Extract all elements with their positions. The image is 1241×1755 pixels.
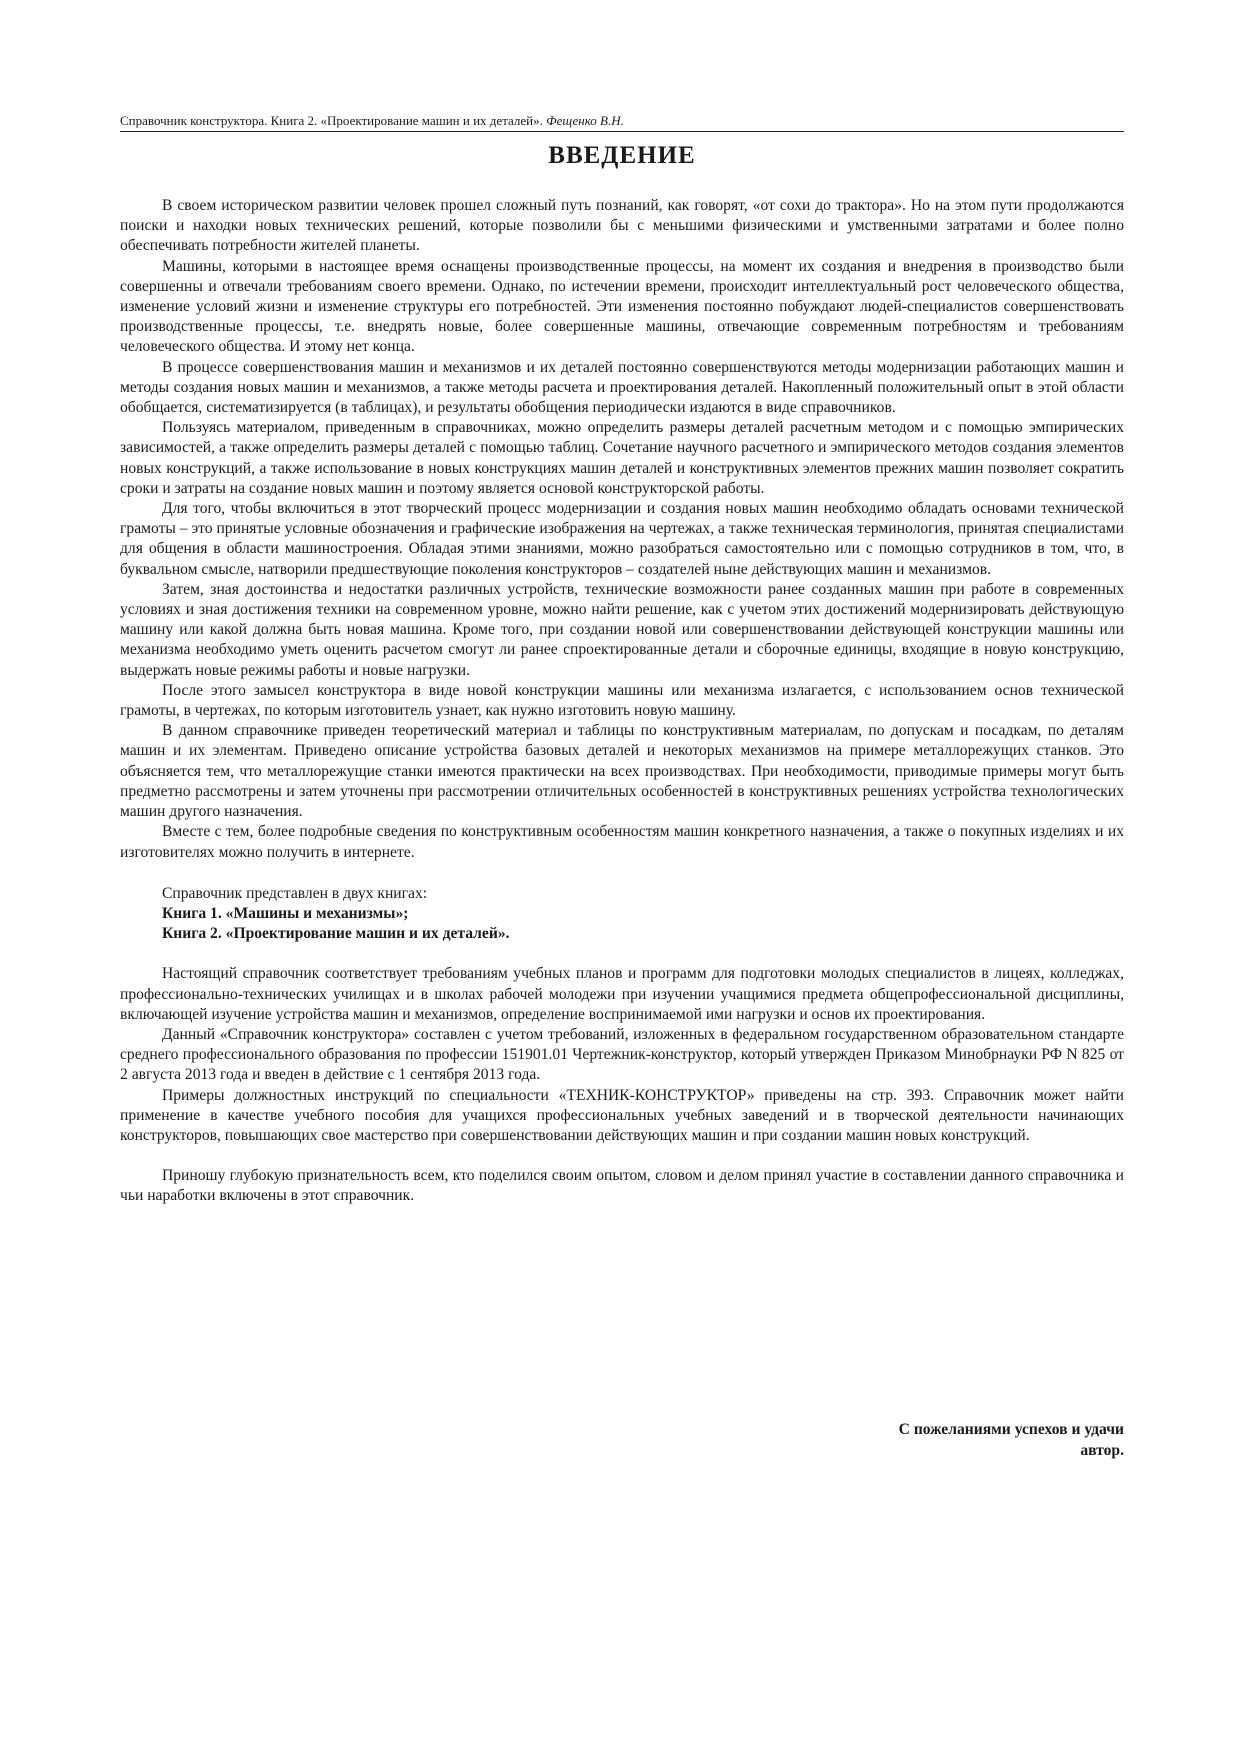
- paragraph: В своем историческом развитии человек прошел сложный путь познаний, как говорят, «от сохи до трактора». Но на этом пути продолжаются поиски и находки новых технических решений, которые позволили бы с меньшими физическими и умственными затратами и более полно обеспечивать потребности жителей планеты.: [120, 197, 1124, 255]
- paragraph: Для того, чтобы включиться в этот творческий процесс модернизации и создания новых машин необходимо обладать основами технической грамоты – это принятые условные обозначения и графические изображения на чертежах, а также техническая терминология, принятая специалистами для общения в области машиностроения. Обладая этими знаниями, можно разобраться самостоятельно или с помощью сотрудников в том, что, в буквальном смысле, натворили предшествующие поколения конструкторов – создателей ныне действующих машин и механизмов.: [120, 500, 1124, 578]
- signature-line-2: автор.: [1080, 1442, 1124, 1459]
- page-title: ВВЕДЕНИЕ: [548, 142, 696, 169]
- paragraph: После этого замысел конструктора в виде новой конструкции машины или механизма излагается, с использованием основ технической грамоты, в чертежах, по которым изготовитель узнает, как нужно изготовить новую машину.: [120, 681, 1124, 720]
- book-list: [120, 884, 1124, 945]
- book-2-title: Книга 2. «Проектирование машин и их деталей».: [162, 925, 510, 943]
- header-text: Справочник конструктора. Книга 2. «Проектирование машин и их деталей».: [120, 113, 547, 128]
- spacer: [120, 944, 1124, 964]
- paragraph: Вместе с тем, более подробные сведения по конструктивным особенностям машин конкретного назначения, а также о покупных изделиях и их изготовителях можно получить в интернете.: [120, 823, 1124, 861]
- book-1-title: Книга 1. «Машины и механизмы»;: [162, 904, 409, 922]
- header-author: Фещенко В.Н.: [546, 113, 624, 128]
- document-body: [120, 196, 1124, 1207]
- paragraph: В данном справочнике приведен теоретический материал и таблицы по конструктивным материалам, по допускам и посадкам, по деталям машин и их элементам. Приведено описание устройства базовых деталей и некоторых механизмов на примере металлорежущих станков. Это объясняется тем, что металлорежущие станки имеются практически на всех производствах. При необходимости, приводимые примеры могут быть предметно рассмотрены и затем уточнены при рассмотрении отличительных особенностей в конструктивных решениях устройства технологических машин другого назначения.: [120, 722, 1124, 821]
- running-header: [120, 112, 1124, 129]
- paragraph: Настоящий справочник соответствует требованиям учебных планов и программ для подготовки молодых специалистов в лицеях, колледжах, профессионально-технических училищах и в школах рабочей молодежи при изучении учащимися предмета общепрофессиональной дисциплины, включающей изучение устройства машин и механизмов, определение воспринимаемой ими нагрузки и основ их проектирования.: [120, 965, 1124, 1023]
- paragraph: Машины, которыми в настоящее время оснащены производственные процессы, на момент их создания и внедрения в производство были совершенны и отвечали требованиям своего времени. Однако, по истечении времени, происходит интеллектуальный рост человеческого общества, изменение условий жизни и изменение структуры его потребностей. Эти изменения постоянно побуждают людей-специалистов совершенствовать производственные процессы, т.е. внедрять новые, более совершенные машины, отвечающие современным потребностям и требованиям человеческого общества. И этому нет конца.: [120, 257, 1124, 356]
- paragraph: Пользуясь материалом, приведенным в справочниках, можно определить размеры деталей расчетным методом и с помощью эмпирических зависимостей, а также определить размеры деталей с помощью таблиц. Сочетание научного расчетного и эмпирического методов создания элементов новых конструкций, а также использование в новых конструкциях машин деталей и конструктивных элементов прежних машин позволяет сократить сроки и затраты на создание новых машин и поэтому является основой конструкторской работы.: [120, 419, 1124, 497]
- signature-line-1: С пожеланиями успехов и удачи: [898, 1421, 1124, 1438]
- paragraph: Примеры должностных инструкций по специальности «ТЕХНИК-КОНСТРУКТОР» приведены на стр. 393. Справочник может найти применение в качестве учебного пособия для учащихся профессиональных учебных заведений и в творческой деятельности начинающих конструкторов, повышающих свое мастерство при совершенствовании действующих машин и при создании машин новых конструкций.: [120, 1086, 1124, 1144]
- acknowledgment: Приношу глубокую признательность всем, кто поделился своим опытом, словом и делом принял участие в составлении данного справочника и чьи наработки включены в этот справочник.: [120, 1167, 1124, 1205]
- header-rule: [120, 131, 1124, 132]
- book-list-intro: Справочник представлен в двух книгах:: [162, 884, 428, 902]
- paragraph: Данный «Справочник конструктора» составлен с учетом требований, изложенных в федеральном государственном образовательном стандарте среднего профессионального образования по профессии 151901.01 Чертежник-конструктор, который утвержден Приказом Минобрнауки РФ N 825 от 2 августа 2013 года и введен в действие с 1 сентября 2013 года.: [120, 1025, 1124, 1084]
- signature: [724, 1419, 1124, 1461]
- paragraph: Затем, зная достоинства и недостатки различных устройств, технические возможности ранее созданных машин при работе в современных условиях и зная достижения техники на современном уровне, можно найти решение, как с учетом этих достижений модернизировать действующую машину или какой должна быть новая машина. Кроме того, при создании новой или совершенствовании действующей конструкции машины или механизма необходимо уметь оценить расчетом смогут ли ранее спроектированные детали и сборочные единицы, входящие в новую конструкцию, выдержать новые режимы работы и новые нагрузки.: [120, 580, 1124, 679]
- spacer: [120, 863, 1124, 884]
- spacer: [120, 1146, 1124, 1166]
- paragraph: В процессе совершенствования машин и механизмов и их деталей постоянно совершенствуются методы модернизации работающих машин и методы создания новых машин и механизмов, а также методы расчета и проектирования деталей. Накопленный положительный опыт в этой области обобщается, систематизируется (в таблицах), и результаты обобщения периодически издаются в виде справочников.: [120, 358, 1124, 417]
